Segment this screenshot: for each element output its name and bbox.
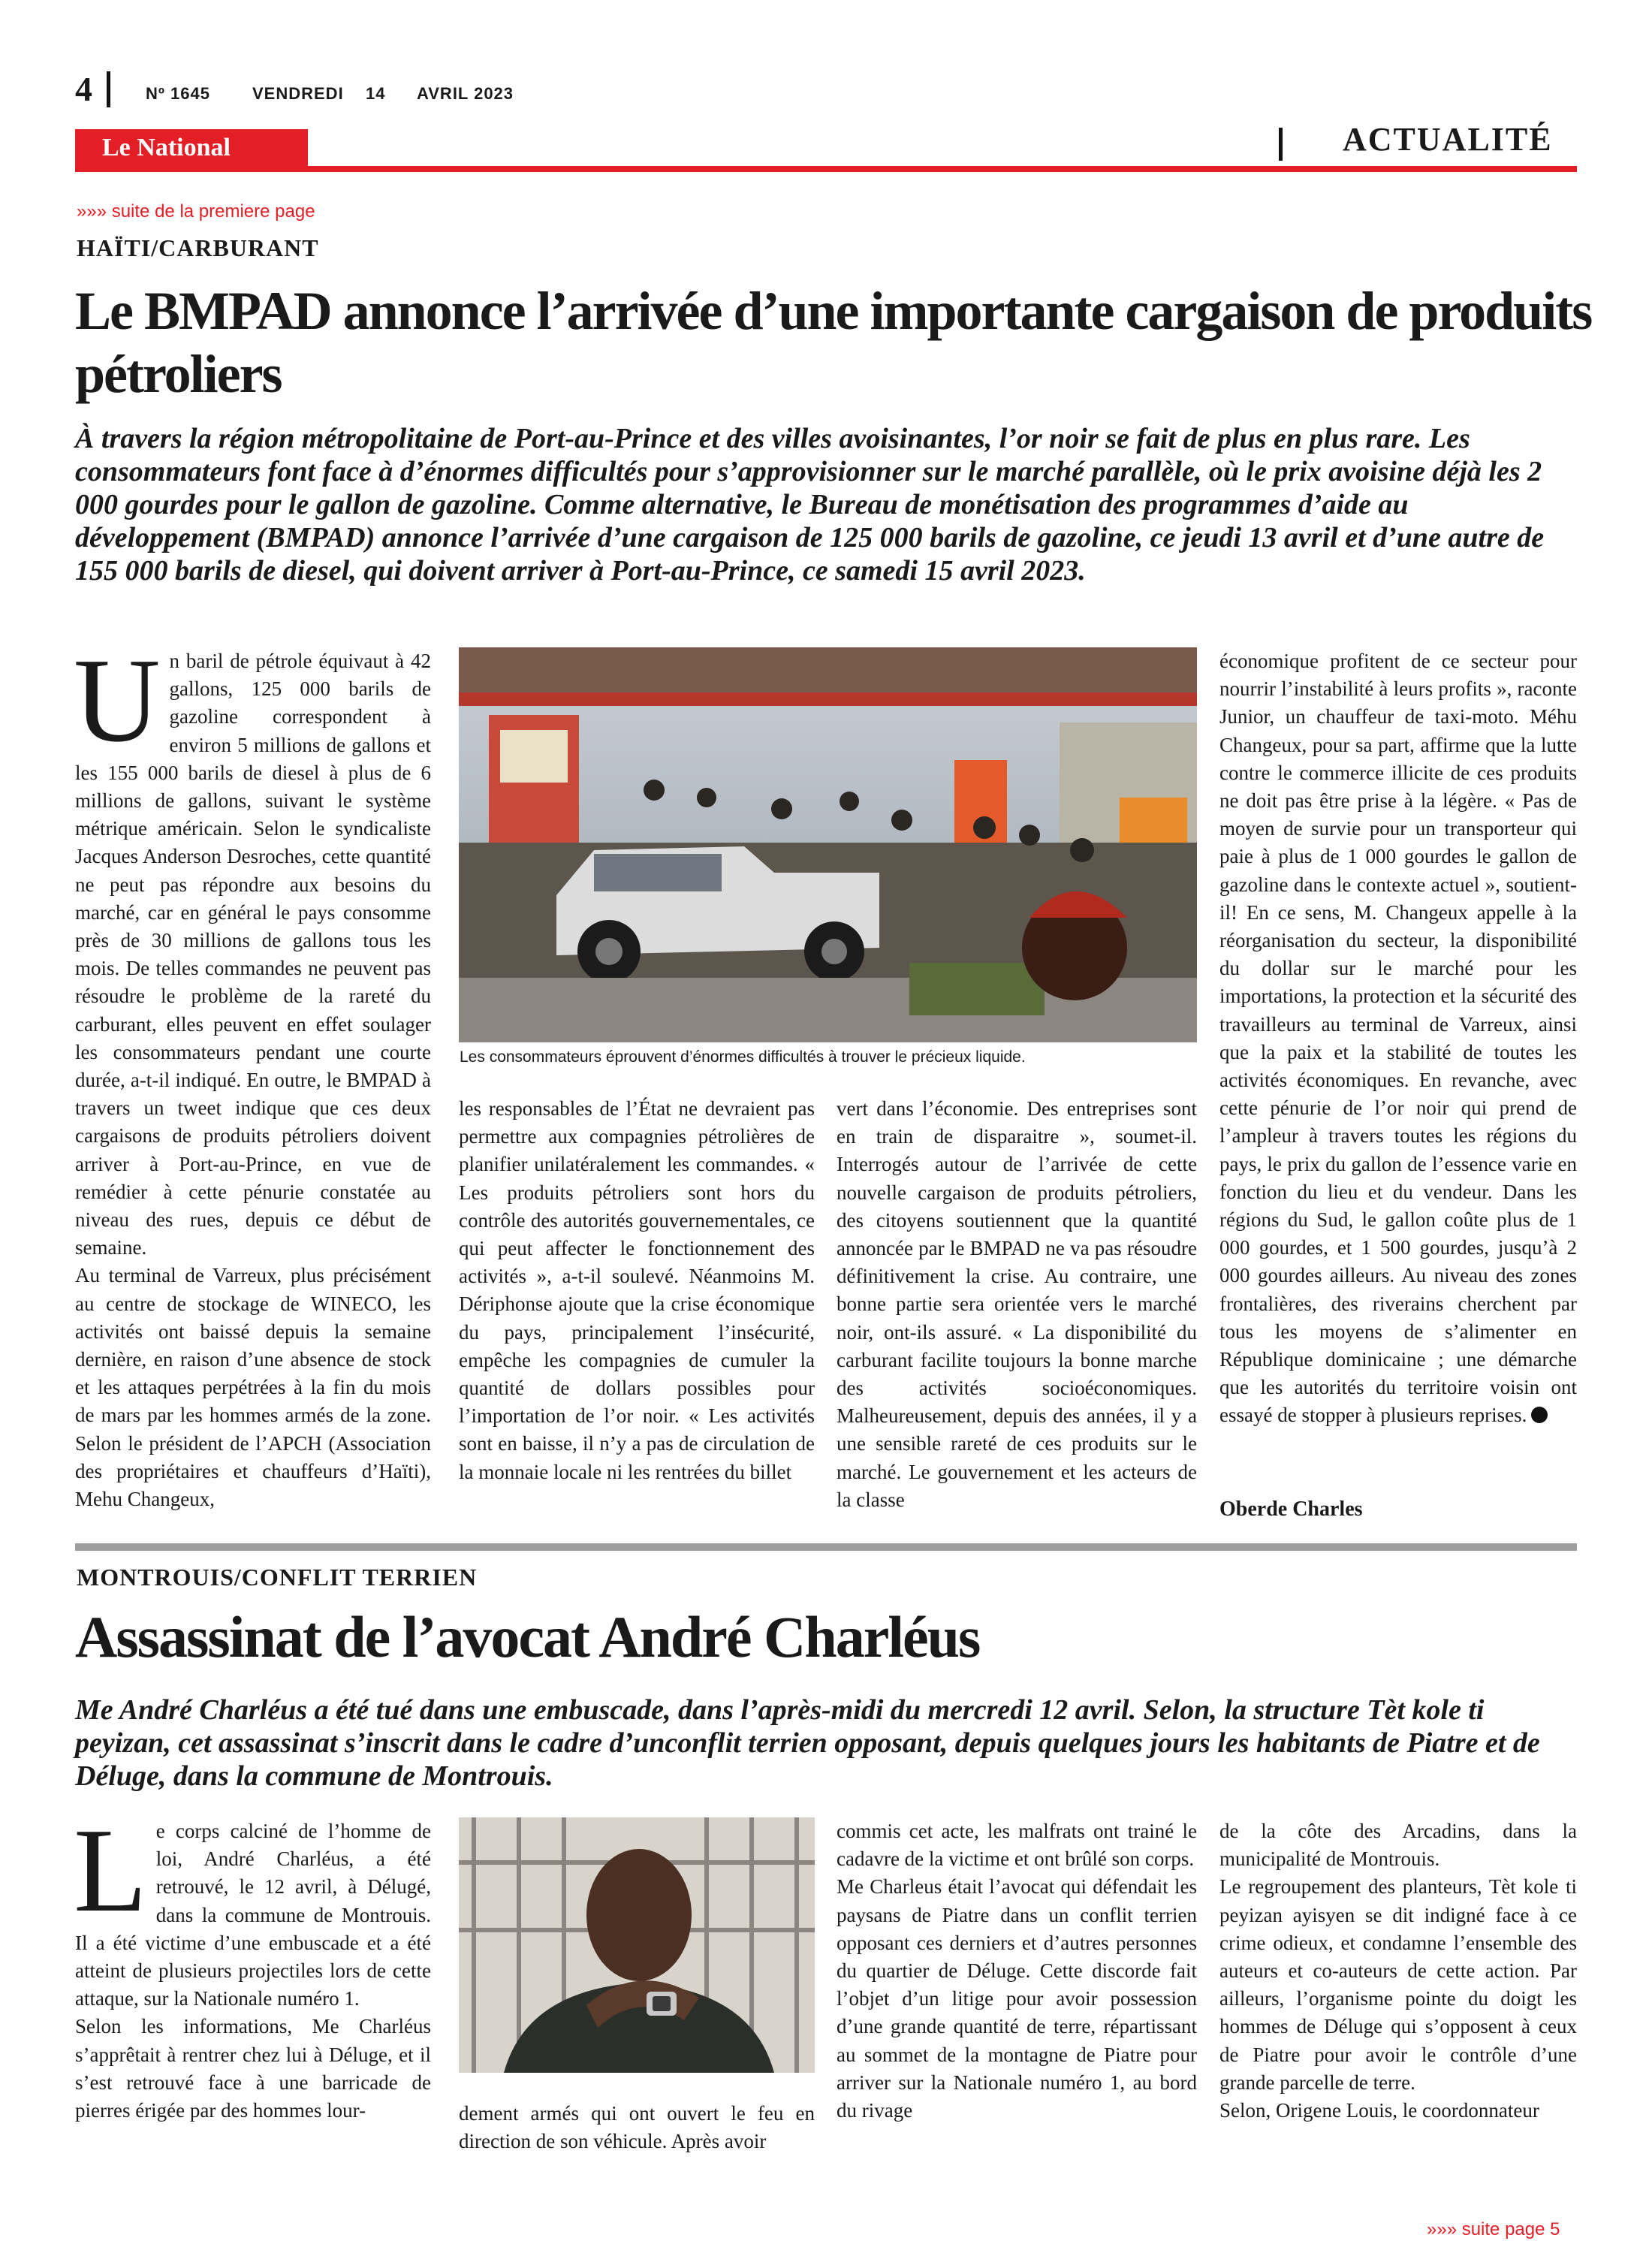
article-paragraph: Selon les informations, Me Charléus s’apprêtait à rentrer chez lui à Déluge, et il s’est retrouvé face à une barricade de pierres érigée par des hommes lour-	[75, 2015, 431, 2122]
article-paragraph: les responsables de l’État ne devraient pas permettre aux compagnies pétrolières de planifier unilatéralement les commandes. « Les produits pétroliers sont hors du contrôle des autorités gouvernementales, ce qui peut affecter le fonctionnement des activités », a-t-il soulevé. Néanmoins M. Dériphonse ajoute que la crise économique du pays, principalement l’insécurité, empêche les compagnies de cumuler la quantité de dollars possibles pour l’importation de l’or noir. « Les activités sont en baisse, il n’y a pas de circulation de la monnaie locale ni les rentrées du billet	[459, 1097, 815, 1483]
issue-number: Nº 1645	[146, 84, 210, 103]
brand-logo: Le National	[102, 134, 231, 161]
article-paragraph: vert dans l’économie. Des entreprises sont en train de disparaitre », soumet-il. Interrogés autour de l’arrivée de cette nouvelle cargaison de produits pétroliers, des citoyens soutiennent que la quantité annoncée par le BMPAD ne va pas résoudre définitivement la crise. Au contraire, une bonne partie sera orientée vers le marché noir, ont-ils assuré. « La disponibilité du carburant facilite toujours la bonne marche des activités socioéconomiques. Malheureusement, depuis des années, il y a une sensible rareté de ces produits sur le marché. Le gouvernement et les acteurs de la classe	[837, 1097, 1197, 1511]
article-paragraph: Me Charleus était l’avocat qui défendait les paysans de Piatre dans un conflit terrien opposant ces derniers et d’autres personnes du quartier de Déluge. Cette discorde fait l’objet d’un litige pour avoir possession d’une grande quantité de terre, répartissant au sommet de la montagne de Piatre pour arriver sur la Nationale numéro 1, au bord du rivage	[837, 1875, 1197, 2122]
article-column-3	[837, 1817, 1197, 2125]
article-column-2	[459, 2100, 815, 2155]
page-number-divider	[107, 71, 110, 107]
article-paragraph: Selon, Origene Louis, le coordonnateur	[1219, 2099, 1539, 2122]
article-paragraph: dement armés qui ont ouvert le feu en direction de son véhicule. Après avoir	[459, 2102, 815, 2153]
article-paragraph: n baril de pétrole équivaut à 42 gallons, 125 000 barils de gazoline correspondent à environ 5 millions de gallons et les 155 000 barils de diesel à plus de 6 millions de gallons, suivant le système métrique américain. Selon le syndicaliste Jacques Anderson Desroches, cette quantité ne peut pas répondre aux besoins du marché, car en général le pays consomme près de 30 millions de gallons tous les mois. De telles commandes ne peuvent pas résoudre le problème de la rareté du carburant, elles peuvent en effet soulager les consommateurs pendant une courte durée, a-t-il indiqué. En outre, le BMPAD à travers un tweet indique que ces deux cargaisons de produits pétroliers doivent arriver à Port-au-Prince, en vue de remédier à cette pénurie constatée au niveau des rues, depuis ce début de semaine.	[75, 650, 431, 1259]
issue-date-number: 14	[366, 84, 386, 103]
page-number: 4	[75, 70, 92, 108]
section-divider	[1279, 128, 1283, 161]
article-headline: Assassinat de l’avocat André Charléus	[75, 1604, 980, 1669]
continued-on-link[interactable]: »»» suite page 5	[1427, 2219, 1560, 2239]
section-title: ACTUALITÉ	[1343, 121, 1553, 158]
article-column-4	[1219, 647, 1577, 1430]
continued-from-link[interactable]: »»» suite de la premiere page	[77, 201, 315, 222]
portrait-photo-illustration	[459, 1817, 815, 2073]
drop-cap: U	[74, 633, 161, 767]
issue-month-year: AVRIL 2023	[417, 84, 514, 103]
article-column-1	[74, 1803, 431, 2125]
article-column-4	[1219, 1817, 1577, 2125]
article-column-3	[837, 1095, 1197, 1514]
photo-caption: Les consommateurs éprouvent d’énormes difficultés à trouver le précieux liquide.	[460, 1048, 1026, 1066]
article-paragraph: de la côte des Arcadins, dans la municipalité de Montrouis.	[1219, 1820, 1577, 1871]
article-kicker: MONTROUIS/CONFLIT TERRIEN	[77, 1564, 478, 1591]
article-divider	[75, 1543, 1577, 1551]
article-lede: Me André Charléus a été tué dans une embuscade, dans l’après-midi du mercredi 12 avril. Selon, la structure Tèt kole ti peyizan, cet assassinat s’inscrit dans le cadre d’unconflit terrien opposant, depuis quelques jours les habitants de Piatre et de Déluge, dans la commune de Montrouis.	[75, 1694, 1540, 1792]
end-of-article-mark	[1531, 1407, 1548, 1423]
article-lede: À travers la région métropolitaine de Port-au-Prince et des villes avoisinantes, l’or noir se fait de plus en plus rare. Les consommateurs font face à d’énormes difficultés pour s’approvisionner sur le marché parallèle, où le prix avoisine déjà les 2 000 gourdes pour le gallon de gazoline. Comme alternative, le Bureau de monétisation des programmes d’aide au développement (BMPAD) annonce l’arrivée d’une cargaison de 125 000 barils de gazoline, ce jeudi 13 avril et d’une autre de 155 000 barils de diesel, qui doivent arriver à Port-au-Prince, ce samedi 15 avril 2023.	[75, 423, 1545, 587]
issue-day: VENDREDI	[252, 84, 344, 103]
article-photo-portrait	[459, 1817, 815, 2073]
article-kicker: HAÏTI/CARBURANT	[77, 234, 319, 261]
gas-station-photo-illustration	[459, 647, 1197, 1042]
header-rule	[75, 166, 1577, 172]
article-column-1	[74, 633, 431, 1513]
article-paragraph: Le regroupement des planteurs, Tèt kole ti peyizan ayisyen se dit indigné face à ce crime odieux, et condamne l’ensemble des auteurs et co-auteurs de cette action. Par ailleurs, l’organisme pointe du doigt les hommes de Déluge qui s’opposent à ceux de Piatre pour avoir le contrôle d’une grande parcelle de terre.	[1219, 1875, 1577, 2094]
article-paragraph: e corps calciné de l’homme de loi, André Charléus, a été retrouvé, le 12 avril, à Délugé, dans la commune de Montrouis. Il a été victime d’une embuscade et a été atteint de plusieurs projectiles lors de cette attaque, sur la Nationale numéro 1.	[75, 1820, 431, 2010]
article-paragraph: commis cet acte, les malfrats ont trainé le cadavre de la victime et ont brûlé son corps.	[837, 1820, 1197, 1871]
article-paragraph: Au terminal de Varreux, plus précisément au centre de stockage de WINECO, les activités ont baissé depuis la semaine dernière, en raison d’une absence de stock et les attaques perpétrées à la fin du mois de mars par les hommes armés de la zone. Selon le président de l’APCH (Association des propriétaires et chauffeurs d’Haïti), Mehu Changeux,	[75, 1264, 431, 1511]
article-headline: Le BMPAD annonce l’arrivée d’une importante cargaison de produits pétroliers	[75, 281, 1592, 404]
article-photo-gas-station	[459, 647, 1197, 1042]
article-byline: Oberde Charles	[1219, 1497, 1363, 1521]
drop-cap: L	[74, 1803, 147, 1937]
article-column-2	[459, 1095, 815, 1486]
article-paragraph: économique profitent de ce secteur pour nourrir l’instabilité à leurs profits », raconte Junior, un chauffeur de taxi-moto. Méhu Changeux, pour sa part, affirme que la lutte contre le commerce illicite de ces produits ne doit pas être prise à la légère. « Pas de moyen de survie pour un transporteur qui paie à plus de 1 000 gourdes le gallon de gazoline dans le contexte actuel », soutient-il! En ce sens, M. Changeux appelle à la réorganisation du secteur, la disponibilité du dollar sur le marché pour les importations, la protection et la sécurité des travailleurs au terminal de Varreux, ainsi que la paix et la stabilité de toutes les activités économiques. En revanche, avec cette pénurie de l’or noir qui prend de l’ampleur à travers toutes les régions du pays, le prix du gallon de l’essence varie en fonction du lieu et du vendeur. Dans les régions du Sud, le gallon coûte plus de 1 000 gourdes, et 1 500 gourdes, jusqu’à 2 000 gourdes ailleurs. Au niveau des zones frontalières, des riverains cherchent par tous les moyens de s’alimenter en République dominicaine ; une démarche que les autorités du territoire voisin ont essayé de stopper à plusieurs reprises.	[1219, 650, 1577, 1427]
